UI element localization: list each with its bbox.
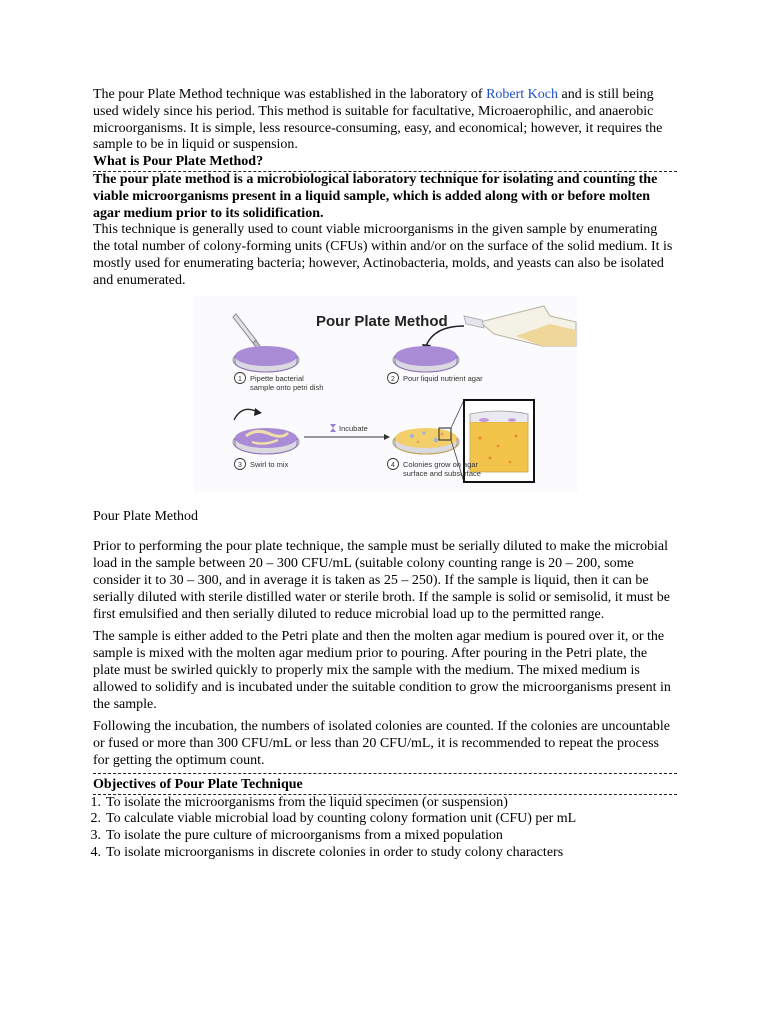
step3-number: 3 <box>238 461 242 469</box>
step1-label-line2: sample onto petri dish <box>250 382 324 392</box>
definition-paragraph: The pour plate method is a microbiological laboratory technique for isolating and counting the viable microorganisms present in a liquid sample, which is added along with or before molten agar medium prior to its solidification. <box>93 171 658 221</box>
list-item <box>90 811 677 828</box>
intro-text-end: and is still being used widely since his period. This method is suitable for facultative, Microaerophilic, and anaerobic microorganisms. It is simple, less resource-consuming, easy, and economical; however, it requires the sample to be in liquid or suspension. <box>93 87 663 153</box>
step2-label: Pour liquid nutrient agar <box>403 373 483 383</box>
section-heading-what-is-text: What is Pour Plate Method? <box>93 154 264 170</box>
figure-caption: Pour Plate Method <box>93 508 198 524</box>
step3-label: Swirl to mix <box>250 459 289 469</box>
list-item-text: To isolate the microorganisms from the liquid specimen (or suspension) <box>106 794 508 810</box>
list-item-text: To isolate the pure culture of microorganisms from a mixed population <box>106 828 503 844</box>
diagram-canvas <box>194 296 578 492</box>
list-item-number: 4. <box>90 844 101 860</box>
diagram-title: Pour Plate Method <box>316 312 448 330</box>
objectives-list <box>90 794 677 862</box>
section-heading-objectives-text: Objectives of Pour Plate Technique <box>93 776 303 792</box>
step2-number: 2 <box>391 375 395 383</box>
step1-label-line1: Pipette bacterial <box>250 373 304 383</box>
petri-dish-step2-icon <box>393 346 459 372</box>
section-divider <box>93 773 677 774</box>
list-item-text: To isolate microorganisms in discrete colonies in order to study colony characters <box>106 844 564 860</box>
list-item <box>90 794 677 812</box>
list-item-number: 1. <box>90 794 101 810</box>
list-item-number: 2. <box>90 811 101 827</box>
intro-paragraph <box>93 87 677 154</box>
robert-koch-link[interactable]: Robert Koch <box>486 87 558 102</box>
pour-plate-diagram <box>194 296 578 492</box>
step1-number: 1 <box>238 375 242 383</box>
procedure-paragraph: The sample is either added to the Petri plate and then the molten agar medium is poured over it, or the sample is mixed with the molten agar medium prior to pouring. After pouring in the Petri plate, the plate must be swirled quickly to properly mix the sample with the medium. The mixed medium is allowed to solidify and is incubated under the suitable condition to grow the microorganisms present in the sample. <box>93 629 671 712</box>
step4-label-line2: surface and subsurface <box>403 468 481 478</box>
list-item-number: 3. <box>90 828 101 844</box>
technique-paragraph: This technique is generally used to count viable microorganisms in the given sample by enumerating the total number of colony-forming units (CFUs) within and/or on the surface of the solid medium. It is mostly used for enumerating bacteria; however, Actinobacteria, molds, and yeasts can also be isolated and enumerated. <box>93 222 673 288</box>
section-heading-what-is <box>93 154 677 172</box>
incubate-label: Incubate <box>339 423 368 433</box>
list-item-text: To calculate viable microbial load by counting colony formation unit (CFU) per mL <box>106 811 577 827</box>
section-heading-objectives <box>93 777 677 795</box>
step4-label-line1: Colonies grow on agar <box>403 459 479 469</box>
step4-number: 4 <box>391 461 395 469</box>
petri-dish-step3-icon <box>233 428 299 454</box>
document-body <box>90 87 677 862</box>
list-item <box>90 828 677 845</box>
petri-dish-step1-icon <box>233 346 299 372</box>
incubation-paragraph: Following the incubation, the numbers of isolated colonies are counted. If the colonies are uncountable or fused or more than 300 CFU/mL or less than 20 CFU/mL, it is recommended to repeat the process for getting the optimum count. <box>93 719 670 768</box>
petri-dish-step4-icon <box>393 428 459 454</box>
list-item <box>90 844 677 862</box>
intro-text-start: The pour Plate Method technique was established in the laboratory of <box>93 87 487 102</box>
dilution-paragraph: Prior to performing the pour plate technique, the sample must be serially diluted to make the microbial load in the sample between 20 – 300 CFU/mL (suitable colony counting range is 20 – 200, some consider it to 30 – 300, and in average it is taken as 25 – 250). If the sample is liquid, then it can be serially diluted with sterile distilled water or sterile broth. If the sample is solid or semisolid, it must be first emulsified and then serially diluted to reduce microbial load up to the permitted range. <box>93 539 671 622</box>
